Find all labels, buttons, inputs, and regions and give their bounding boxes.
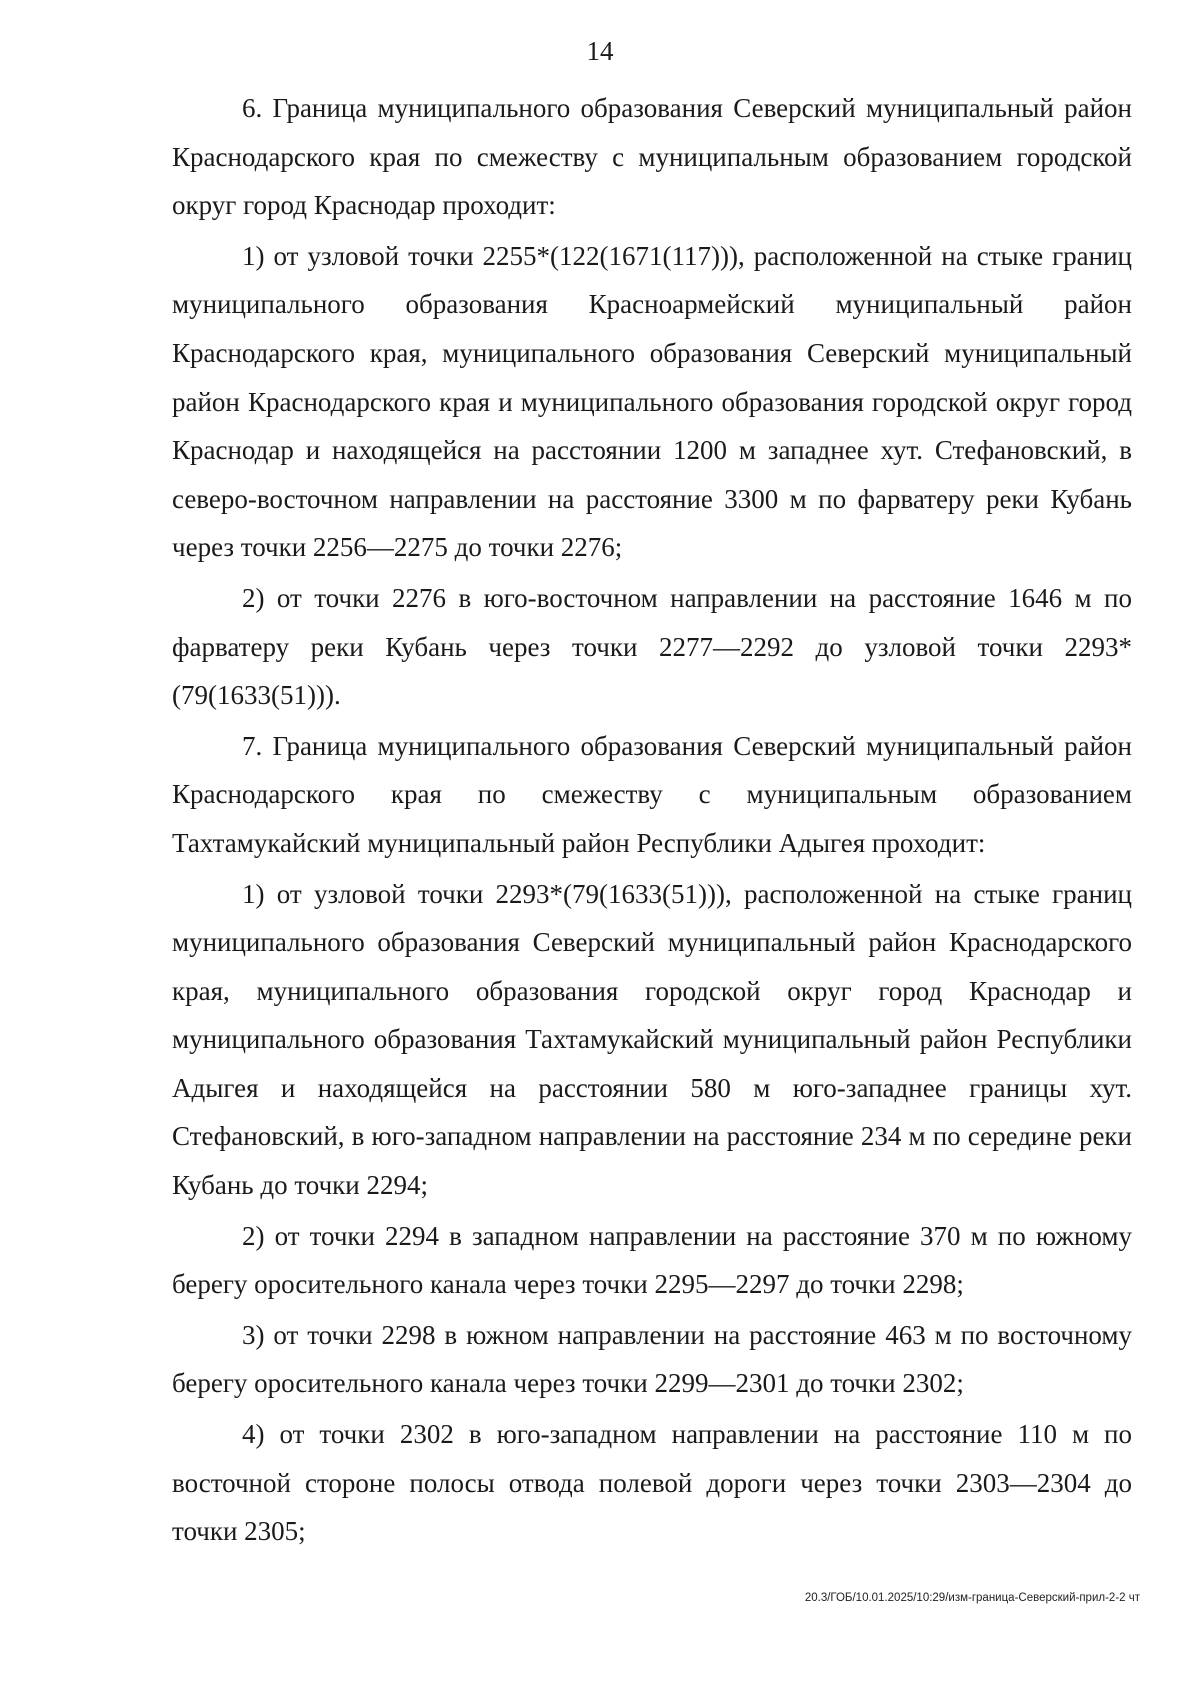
paragraph-section-7-item-2: 2) от точки 2294 в западном направлении на расстояние 370 м по южному берегу оросительного канала через точки 2295—2297 до точки 2298;: [172, 1220, 1132, 1300]
paragraph-section-7: 7. Граница муниципального образования Северский муниципальный район Краснодарского края по смежеству с муниципальным образованием Тахтамукайский муниципальный район Республики Адыгея проходит:: [172, 730, 1132, 858]
document-body: [172, 84, 1132, 1556]
paragraph-section-7-item-3: 3) от точки 2298 в южном направлении на расстояние 463 м по восточному берегу оросительного канала через точки 2299—2301 до точки 2302;: [172, 1319, 1132, 1399]
paragraph-section-7-item-1: 1) от узловой точки 2293*(79(1633(51))), расположенной на стыке границ муниципального образования Северский муниципальный район Краснодарского края, муниципального образования городской округ город Краснодар и муниципального образования Тахтамукайский муниципальный район Республики Адыгея и находящейся на расстоянии 580 м юго-западнее границы хут. Стефановский, в юго-западном направлении на расстояние 234 м по середине реки Кубань до точки 2294;: [172, 878, 1132, 1201]
paragraph-section-6-item-1: 1) от узловой точки 2255*(122(1671(117))), расположенной на стыке границ муниципального образования Красноармейский муниципальный район Краснодарского края, муниципального образования Северский муниципальный район Краснодарского края и муниципального образования городской округ город Краснодар и находящейся на расстоянии 1200 м западнее хут. Стефановский, в северо-восточном направлении на расстояние 3300 м по фарватеру реки Кубань через точки 2256—2275 до точки 2276;: [172, 240, 1132, 563]
document-footer-code: 20.3/ГОБ/10.01.2025/10:29/изм-граница-Северский-прил-2-2 чт: [804, 1592, 1140, 1604]
page-number: 14: [586, 36, 614, 66]
paragraph-section-6-item-2: 2) от точки 2276 в юго-восточном направлении на расстояние 1646 м по фарватеру реки Кубань через точки 2277—2292 до узловой точки 2293*(79(1633(51))).: [172, 582, 1132, 711]
paragraph-section-7-item-4: 4) от точки 2302 в юго-западном направлении на расстояние 110 м по восточной стороне полосы отвода полевой дороги через точки 2303—2304 до точки 2305;: [172, 1419, 1132, 1547]
paragraph-section-6: 6. Граница муниципального образования Северский муниципальный район Краснодарского края по смежеству с муниципальным образованием городской округ город Краснодар проходит:: [172, 93, 1132, 221]
